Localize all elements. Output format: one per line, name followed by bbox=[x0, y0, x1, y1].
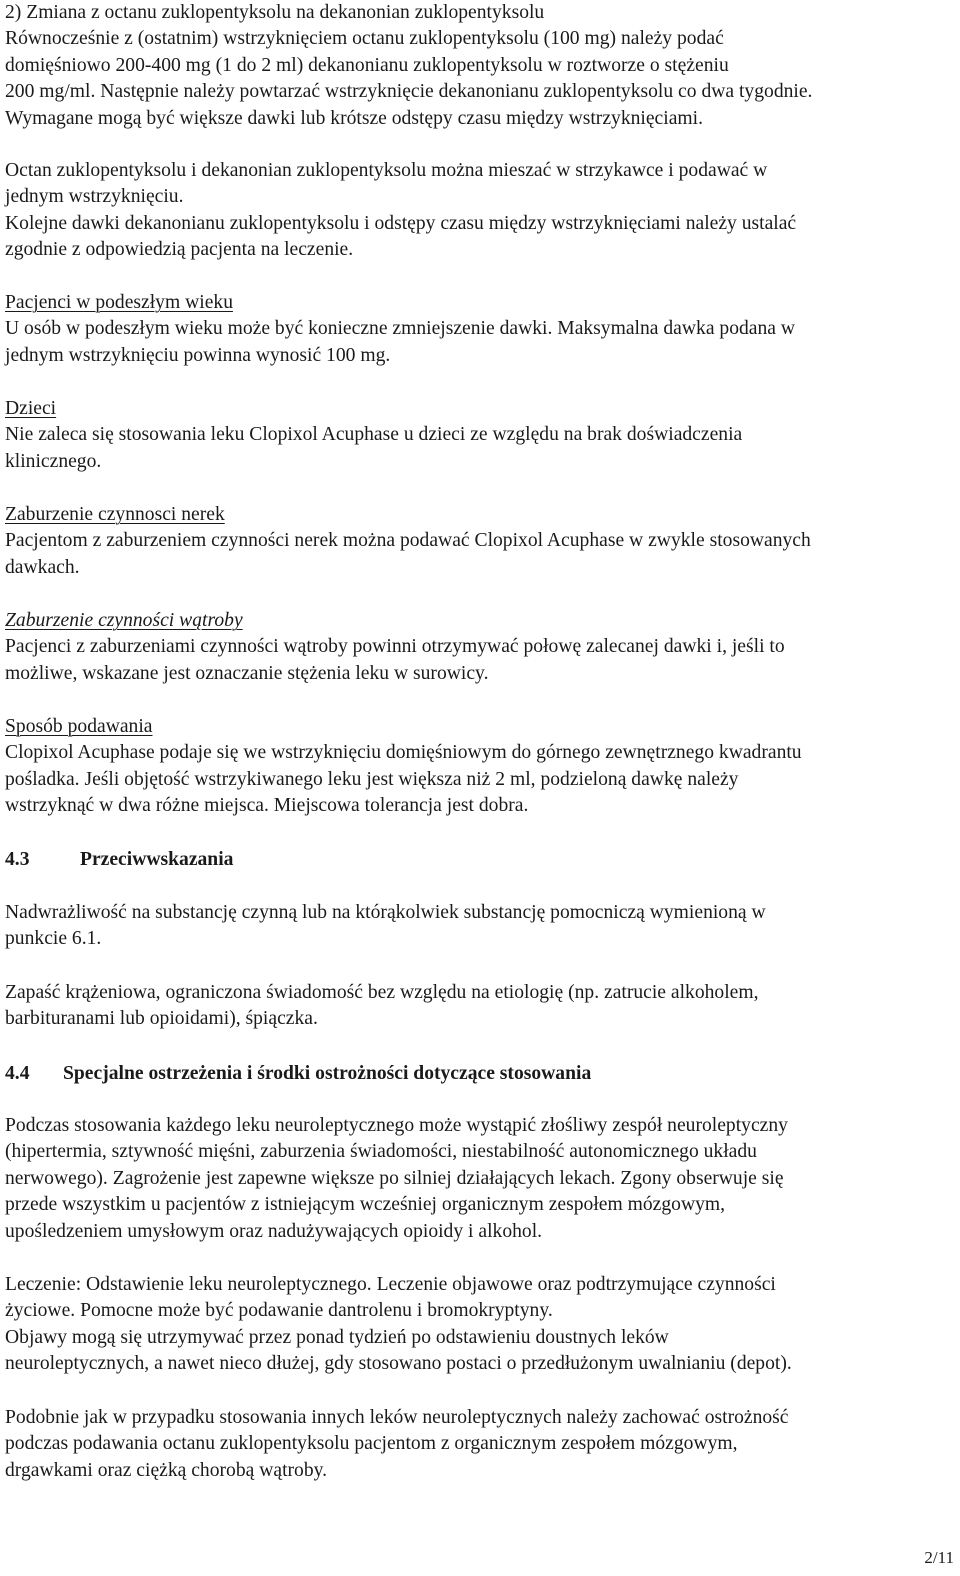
text-line: jednym wstrzyknięciu powinna wynosić 100 mg. bbox=[5, 344, 391, 366]
text-line: życiowe. Pomocne może być podawanie dantrolenu i bromokryptyny. bbox=[5, 1300, 553, 1322]
text-line: Kolejne dawki dekanonianu zuklopentyksolu i odstępy czasu między wstrzyknięciami należy ustalać bbox=[5, 212, 797, 234]
text-line: zgodnie z odpowiedzią pacjenta na leczenie. bbox=[5, 239, 354, 261]
section-heading-4-3 bbox=[5, 847, 233, 873]
text-line: Równocześnie z (ostatnim) wstrzyknięciem octanu zuklopentyksolu (100 mg) należy podać bbox=[5, 28, 724, 50]
text-line: (hipertermia, sztywność mięśni, zaburzenia świadomości, niestabilność autonomicznego układu bbox=[5, 1141, 757, 1163]
section-heading-elderly: Pacjenci w podeszłym wieku bbox=[5, 292, 233, 313]
text-line: jednym wstrzyknięciu. bbox=[5, 186, 184, 208]
paragraph-circulatory-collapse bbox=[5, 980, 759, 1033]
section-number: 4.3 bbox=[5, 849, 30, 870]
section-elderly bbox=[5, 290, 795, 369]
text-line: upośledzeniem umysłowym oraz nadużywających opioidy i alkohol. bbox=[5, 1220, 543, 1242]
text-line: pośladka. Jeśli objętość wstrzykiwanego leku jest większa niż 2 ml, podzieloną dawkę należy bbox=[5, 768, 739, 790]
text-line: Zapaść krążeniowa, ograniczona świadomość bez względu na etiologię (np. zatrucie alkoholem, bbox=[5, 982, 759, 1003]
text-line: Octan zuklopentyksolu i dekanonian zuklopentyksolu można mieszać w strzykawce i podawać w bbox=[5, 160, 768, 181]
text-line: punkcie 6.1. bbox=[5, 928, 102, 950]
text-line: Leczenie: Odstawienie leku neuroleptycznego. Leczenie objawowe oraz podtrzymujące czynności bbox=[5, 1274, 776, 1295]
text-line: U osób w podeszłym wieku może być konieczne zmniejszenie dawki. Maksymalna dawka podana w bbox=[5, 318, 796, 340]
text-line: Podobnie jak w przypadku stosowania innych leków neuroleptycznych należy zachować ostrożność bbox=[5, 1407, 789, 1428]
section-heading-4-4 bbox=[5, 1061, 591, 1087]
text-line: neuroleptycznych, a nawet nieco dłużej, gdy stosowano postaci o przedłużonym uwalnianiu (depot). bbox=[5, 1353, 792, 1375]
text-line: klinicznego. bbox=[5, 450, 102, 472]
paragraph-treatment bbox=[5, 1272, 792, 1378]
text-line: wstrzyknąć w dwa różne miejsca. Miejscowa tolerancja jest dobra. bbox=[5, 795, 529, 817]
paragraph-mixing bbox=[5, 158, 796, 264]
section-number: 4.4 bbox=[5, 1063, 30, 1084]
text-line: Wymagane mogą być większe dawki lub krótsze odstępy czasu między wstrzyknięciami. bbox=[5, 107, 703, 129]
section-renal bbox=[5, 502, 811, 581]
section-children bbox=[5, 396, 742, 475]
text-line: barbituranami lub opioidami), śpiączka. bbox=[5, 1008, 318, 1030]
section-heading-hepatic: Zaburzenie czynności wątroby bbox=[5, 610, 243, 631]
section-heading-renal: Zaburzenie czynnosci nerek bbox=[5, 504, 225, 525]
section-administration bbox=[5, 714, 802, 820]
text-line: Nadwrażliwość na substancję czynną lub na którąkolwiek substancję pomocniczą wymienioną w bbox=[5, 902, 766, 923]
text-line: 2) Zmiana z octanu zuklopentyksolu na dekanonian zuklopentyksolu bbox=[5, 2, 545, 23]
text-line: Clopixol Acuphase podaje się we wstrzyknięciu domięśniowym do górnego zewnętrznego kwadrantu bbox=[5, 742, 802, 764]
text-line: możliwe, wskazane jest oznaczanie stężenia leku w surowicy. bbox=[5, 662, 489, 684]
text-line: Podczas stosowania każdego leku neuroleptycznego może wystąpić złośliwy zespół neuroleptyczny bbox=[5, 1115, 788, 1136]
text-line: Objawy mogą się utrzymywać przez ponad tydzień po odstawieniu doustnych leków bbox=[5, 1326, 669, 1348]
text-line: domięśniowo 200-400 mg (1 do 2 ml) dekanonianu zuklopentyksolu w roztworze o stężeniu bbox=[5, 54, 729, 76]
section-title: Przeciwwskazania bbox=[80, 849, 234, 870]
text-line: nerwowego). Zagrożenie jest zapewne większe po silniej działających lekach. Zgony obserwuje się bbox=[5, 1167, 784, 1189]
text-line: Nie zaleca się stosowania leku Clopixol Acuphase u dzieci ze względu na brak doświadczenia bbox=[5, 424, 743, 446]
text-line: 200 mg/ml. Następnie należy powtarzać wstrzyknięcie dekanonianu zuklopentyksolu co dwa tygodnie. bbox=[5, 81, 813, 103]
text-line: przede wszystkim u pacjentów z istniejącym wcześniej organicznym zespołem mózgowym, bbox=[5, 1194, 726, 1216]
text-line: Pacjentom z zaburzeniem czynności nerek można podawać Clopixol Acuphase w zwykle stosowanych bbox=[5, 530, 811, 552]
text-line: drgawkami oraz ciężką chorobą wątroby. bbox=[5, 1459, 328, 1481]
paragraph-hypersensitivity bbox=[5, 900, 766, 953]
paragraph-caution bbox=[5, 1405, 789, 1484]
section-title: Specjalne ostrzeżenia i środki ostrożności dotyczące stosowania bbox=[63, 1063, 592, 1084]
paragraph-nms bbox=[5, 1113, 788, 1245]
section-heading-children: Dzieci bbox=[5, 398, 57, 419]
page-number: 2/11 bbox=[924, 1548, 954, 1567]
section-hepatic bbox=[5, 608, 785, 687]
section-heading-administration: Sposób podawania bbox=[5, 716, 153, 737]
text-line: podczas podawania octanu zuklopentyksolu pacjentom z organicznym zespołem mózgowym, bbox=[5, 1433, 738, 1455]
text-line: dawkach. bbox=[5, 556, 80, 578]
paragraph-switch-to-decanoate bbox=[5, 0, 812, 132]
text-line: Pacjenci z zaburzeniami czynności wątroby powinni otrzymywać połowę zalecanej dawki i, jeśli to bbox=[5, 636, 785, 658]
